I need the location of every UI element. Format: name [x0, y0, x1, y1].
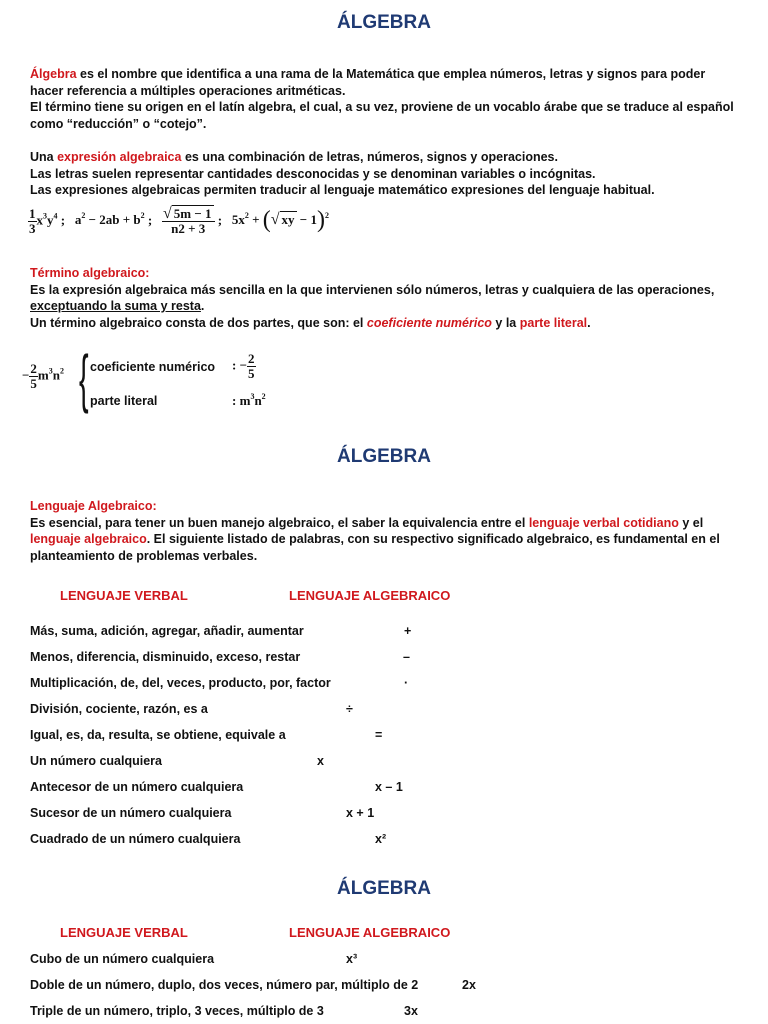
header-algebraico-2: LENGUAJE ALGEBRAICO	[289, 925, 451, 940]
intro-paragraph	[30, 66, 740, 132]
brace: {	[79, 342, 89, 414]
page-title-3: ÁLGEBRA	[337, 878, 431, 899]
lenguaje-paragraph: Lenguaje Algebraico: Es esencial, para tener un buen manejo algebraico, el saber la equivalencia entre el lenguaje verbal cotidiano y el lenguaje algebraico. El siguiente listado de palabras, con su respectivo significado algebraico, es fundamental en el planteamiento de problemas verbales.	[30, 499, 720, 563]
table-row: Igual, es, da, resulta, se obtiene, equivale a =	[30, 728, 383, 742]
example1-fraction: $\frac{1}{3}$	[29, 206, 36, 236]
literal-term: parte literal	[519, 315, 588, 330]
expresion-line2: Las letras suelen representar cantidades desconocidas y se denominan variables o incógnitas.	[30, 166, 596, 181]
coef-term: coeficiente numérico	[366, 315, 492, 330]
example4: $5x^2$ + (√ xy − 1)$^2$	[231, 207, 329, 234]
literal-value: : $m^3n^2$	[232, 392, 266, 408]
example3-fraction: $\frac{√ 5m - 1}{n2 + 3}$	[162, 207, 215, 236]
termino-line1b: exceptuando la suma y resta	[30, 299, 201, 313]
expresion-paragraph	[30, 149, 740, 199]
page-title-1: ÁLGEBRA	[337, 12, 431, 33]
page-title-2: ÁLGEBRA	[337, 446, 431, 467]
table-row: División, cociente, razón, es a ÷	[30, 702, 353, 716]
example-expressions: $\frac{1}{3}$ $x^3y^4$ ; $a^2 - 2ab + b^2$ ; $\frac{√ 5m - 1}{n2 + 3}$ ; $5x^2$ + (√ xy − 1)$^2$	[29, 205, 329, 236]
termino-paragraph: Término algebraico: Es la expresión algebraica más sencilla en la que intervienen sólo números, letras y cualquiera de las operaciones, exceptuando la suma y resta. Un término algebraico consta de dos partes, que son: el coeficiente numérico y la parte literal.	[30, 266, 715, 330]
table-row: Doble de un número, duplo, dos veces, número par, múltiplo de 2 2x	[30, 978, 476, 992]
header-algebraico-1: LENGUAJE ALGEBRAICO	[289, 588, 451, 603]
intro-line1: es el nombre que identifica a una rama de la Matemática que emplea números, letras y signos para poder hacer referencia a múltiples operaciones aritméticas.	[30, 67, 706, 98]
lenguaje-algebraico-term: lenguaje algebraico	[30, 532, 147, 546]
header-verbal-1: LENGUAJE VERBAL	[60, 588, 188, 603]
coef-label: coeficiente numérico	[90, 360, 216, 374]
table-row: Un número cualquiera x	[30, 754, 324, 768]
expresion-suffix: es una combinación de letras, números, signos y operaciones.	[181, 150, 558, 164]
table-row: Antecesor de un número cualquiera x – 1	[30, 780, 403, 794]
expresion-prefix: Una	[30, 150, 58, 164]
header-verbal-2: LENGUAJE VERBAL	[60, 925, 188, 940]
table-row: Más, suma, adición, agregar, añadir, aumentar +	[30, 624, 412, 638]
termino-line1: Es la expresión algebraica más sencilla en la que intervienen sólo números, letras y cualquiera de las operaciones,	[30, 282, 715, 297]
lenguaje-verbal-term: lenguaje verbal cotidiano	[528, 515, 679, 530]
table-row: Sucesor de un número cualquiera x + 1	[30, 806, 375, 820]
coef-value: : − $\frac{2}{5}$	[232, 351, 255, 381]
term-example: − $\frac{2}{5}$ $m^3n^2$	[22, 361, 64, 391]
table-row: Multiplicación, de, del, veces, producto, por, factor ·	[30, 676, 409, 690]
table-row: Menos, diferencia, disminuido, exceso, restar –	[30, 650, 410, 664]
literal-label: parte literal	[90, 394, 158, 408]
expresion-line3: Las expresiones algebraicas permiten traducir al lenguaje matemático expresiones del lenguaje habitual.	[30, 183, 655, 197]
intro-line2: El término tiene su origen en el latín algebra, el cual, a su vez, proviene de un vocablo árabe que se traduce al español como “reducción” o “cotejo”.	[30, 100, 734, 131]
table-row: Cubo de un número cualquiera x³	[30, 952, 358, 966]
termino-heading: Término algebraico:	[30, 266, 150, 280]
expresion-term: expresión algebraica	[57, 150, 182, 164]
table-row: Triple de un número, triplo, 3 veces, múltiplo de 3 3x	[30, 1004, 418, 1018]
table-row: Cuadrado de un número cualquiera x²	[30, 832, 387, 846]
algebra-term: Álgebra	[30, 67, 77, 81]
lenguaje-heading: Lenguaje Algebraico:	[30, 499, 157, 513]
example2: $a^2 - 2ab + b^2$	[74, 211, 145, 228]
